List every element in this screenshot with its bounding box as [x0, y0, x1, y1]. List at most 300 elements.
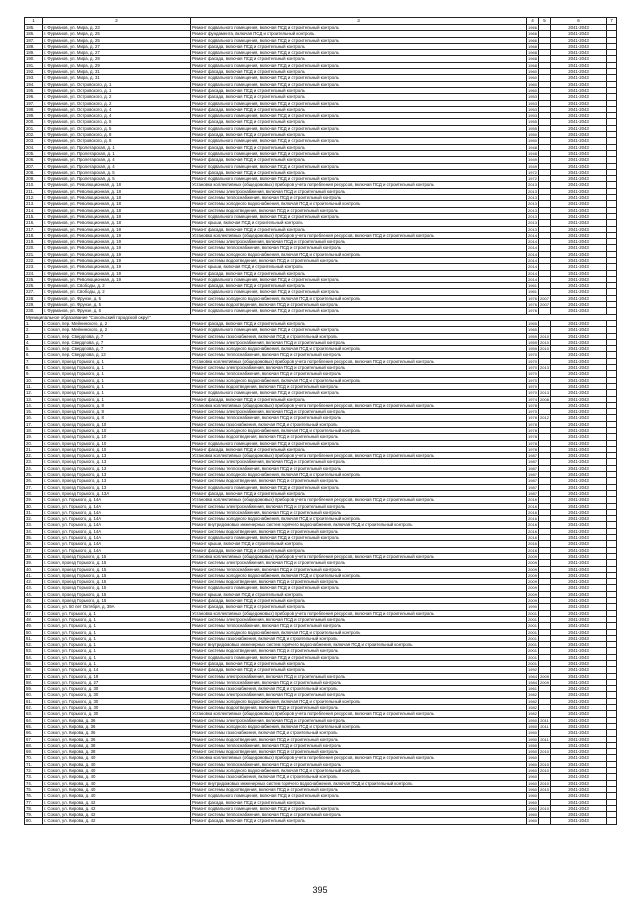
table-row: [25, 232, 617, 238]
address-cell: г. Сокол, проезд Горького, д. 8: [43, 402, 191, 408]
commission-year-cell: 1968: [528, 56, 537, 62]
work-type-cell: Ремонт фасада, включая ПСД и строительный контроль: [191, 270, 527, 276]
address-cell: г. Сокол, пер. Свердлова, д. 7: [43, 339, 191, 345]
planned-period-cell: 2041-2043: [551, 295, 607, 301]
row-number-cell: 60.: [25, 692, 43, 698]
planned-period-cell: 2041-2043: [551, 717, 607, 723]
last-repair-year-cell: 2007: [540, 302, 549, 308]
row-number-cell: 35.: [25, 535, 43, 541]
commission-year-cell: 2016: [528, 541, 537, 547]
row-number-cell: 18.: [25, 428, 43, 434]
work-type-cell: Ремонт системы электроснабжения, включая ПСД и строительный контроль: [191, 188, 527, 194]
commission-year-cell: 2001: [528, 635, 537, 641]
planned-period-cell: 2041-2043: [551, 270, 607, 276]
planned-period-cell: 2041-2043: [551, 497, 607, 503]
work-type-cell: Ремонт системы холодного водоснабжения, включая ПСД и строительный контроль: [191, 472, 527, 478]
planned-period-cell: 2041-2043: [551, 793, 607, 799]
row-number-cell: 203.: [25, 138, 43, 144]
address-cell: г. Сокол, ул. Кирова, д. 40: [43, 774, 191, 780]
planned-period-cell: 2041-2043: [551, 320, 607, 326]
address-cell: г. Сокол, проезд Горького, д. 8: [43, 409, 191, 415]
last-repair-year-cell: [539, 818, 551, 824]
table-row: [25, 188, 617, 194]
row-number-cell: 212.: [25, 195, 43, 201]
work-type-cell: Ремонт подвального помещения, включая ПСД и строительный контроль: [191, 213, 527, 219]
commission-year-cell: 2016: [528, 509, 537, 515]
planned-period-cell: 2041-2043: [551, 629, 607, 635]
address-cell: г. Сокол, проезд Горького, д. 15: [43, 560, 191, 566]
table-row: [25, 201, 617, 207]
work-type-cell: Ремонт системы водоотведения, включая ПСД и строительный контроль: [191, 528, 527, 534]
address-cell: г. Сокол, ул. Кирова, д. 42: [43, 805, 191, 811]
row-number-cell: 201.: [25, 125, 43, 131]
row-number-cell: 194.: [25, 81, 43, 87]
row-number-cell: 2.: [25, 327, 43, 333]
address-cell: г. Фурманов, ул. Революционная, д. 19: [43, 276, 191, 282]
work-type-cell: Ремонт подвального помещения, включая ПСД и строительный контроль: [191, 654, 527, 660]
planned-period-cell: 2041-2043: [551, 119, 607, 125]
address-cell: г. Сокол, ул. Горького, д. 14А: [43, 497, 191, 503]
row-number-cell: 222.: [25, 257, 43, 263]
planned-period-cell: 2041-2043: [551, 283, 607, 289]
address-cell: г. Сокол, ул. Кирова, д. 36: [43, 723, 191, 729]
work-type-cell: Ремонт подвального помещения, включая ПСД и строительный контроль: [191, 163, 527, 169]
work-type-cell: Ремонт подвального помещения, включая ПСД и строительный контроль: [191, 276, 527, 282]
planned-period-cell: 2041-2043: [551, 50, 607, 56]
row-number-cell: 214.: [25, 207, 43, 213]
address-cell: г. Фурманов, ул. Пролетарская, д. 1: [43, 150, 191, 156]
work-type-cell: Ремонт системы газоснабжения, включая ПСД и строительный контроль: [191, 421, 527, 427]
row-number-cell: 217.: [25, 226, 43, 232]
planned-period-cell: 2041-2043: [551, 428, 607, 434]
commission-year-cell: 1992: [528, 667, 537, 673]
planned-period-cell: 2041-2043: [551, 768, 607, 774]
row-number-cell: 24.: [25, 465, 43, 471]
commission-year-cell: 2009: [528, 553, 537, 559]
address-cell: г. Фурманов, ул. Островского, д. 5: [43, 125, 191, 131]
work-type-cell: Ремонт системы водоотведения, включая ПСД и строительный контроль: [191, 302, 527, 308]
address-cell: г. Сокол, ул. Кирова, д. 40: [43, 755, 191, 761]
last-repair-year-cell: 2011: [540, 717, 549, 723]
work-type-cell: Ремонт системы холодного водоснабжения, включая ПСД и строительный контроль: [191, 698, 527, 704]
row-number-cell: 223.: [25, 264, 43, 270]
row-number-cell: 41.: [25, 572, 43, 578]
work-type-cell: Ремонт подвального помещения, включая ПСД и строительный контроль: [191, 75, 527, 81]
last-repair-year-cell: 2010: [540, 761, 549, 767]
planned-period-cell: 2041-2043: [551, 591, 607, 597]
planned-period-cell: 2041-2043: [551, 188, 607, 194]
row-number-cell: 218.: [25, 232, 43, 238]
last-repair-year-cell: 2008: [540, 396, 549, 402]
commission-year-cell: 1960: [528, 805, 537, 811]
work-type-cell: Ремонт системы холодного водоснабжения, включая ПСД и строительный контроль: [191, 768, 527, 774]
planned-period-cell: 2041-2043: [551, 327, 607, 333]
row-number-cell: 64.: [25, 717, 43, 723]
work-type-cell: Ремонт системы газоснабжения, включая ПСД и строительный контроль: [191, 635, 527, 641]
address-cell: г. Фурманов, ул. Революционная, д. 18: [43, 220, 191, 226]
work-type-cell: Ремонт фасада, включая ПСД и строительный контроль: [191, 132, 527, 138]
commission-year-cell: 1960: [528, 768, 537, 774]
work-type-cell: Ремонт фасада, включая ПСД и строительный контроль: [191, 94, 527, 100]
table-row: [25, 182, 617, 188]
address-cell: г. Сокол, ул. Горького, д. 1: [43, 642, 191, 648]
work-type-cell: Ремонт фасада, включая ПСД и строительный контроль: [191, 598, 527, 604]
column-number-cell: 6: [551, 18, 607, 25]
address-cell: г. Сокол, проезд Горького, д. 1: [43, 390, 191, 396]
work-type-cell: Ремонт подвального помещения, включая ПСД и строительный контроль: [191, 805, 527, 811]
row-number-cell: 219.: [25, 239, 43, 245]
work-type-cell: Ремонт системы водоотведения, включая ПСД и строительный контроль: [191, 648, 527, 654]
commission-year-cell: 1978: [528, 428, 537, 433]
commission-year-cell: 1978: [528, 440, 537, 446]
last-repair-year-cell: 2012: [540, 415, 549, 421]
commission-year-cell: 2016: [528, 547, 537, 553]
row-number-cell: 63.: [25, 711, 43, 717]
commission-year-cell: 1959: [528, 333, 537, 339]
address-cell: г. Фурманов, ул. Пролетарская, д. 5: [43, 176, 191, 182]
planned-period-cell: 2041-2043: [551, 812, 607, 818]
address-cell: г. Сокол, проезд Горького, д. 10: [43, 434, 191, 440]
work-type-cell: Ремонт фундамента, включая ПСД и строительный контроль: [191, 31, 527, 37]
commission-year-cell: 2013: [528, 207, 537, 213]
commission-year-cell: 1987: [528, 490, 537, 496]
planned-period-cell: 2041-2043: [551, 365, 607, 371]
last-repair-year-cell: 2007: [540, 295, 549, 301]
planned-period-cell: 2041-2043: [551, 711, 607, 717]
row-number-cell: 27.: [25, 484, 43, 490]
work-type-cell: Ремонт внутридомовых инженерных систем горячего водоснабжения, включая ПСД и строительный контроль: [191, 642, 527, 648]
work-type-cell: Ремонт системы холодного водоснабжения, включая ПСД и строительный контроль: [191, 516, 527, 522]
planned-period-cell: 2041-2043: [551, 75, 607, 81]
address-cell: г. Фурманов, ул. Пролетарская, д. 1: [43, 144, 191, 150]
planned-period-cell: 2041-2043: [551, 598, 607, 604]
work-type-cell: Ремонт системы теплоснабжения, включая ПСД и строительный контроль: [191, 371, 527, 377]
address-cell: г. Фурманов, ул. Революционная, д. 18: [43, 188, 191, 194]
commission-year-cell: 2016: [528, 535, 537, 541]
work-type-cell: Ремонт подвального помещения, включая ПСД и строительный контроль: [191, 585, 527, 591]
address-cell: г. Сокол, ул. Горького, д. 27: [43, 679, 191, 685]
row-number-cell: 20.: [25, 440, 43, 446]
row-number-cell: 12.: [25, 390, 43, 396]
address-cell: г. Сокол, ул. Кирова, д. 36: [43, 730, 191, 736]
address-cell: г. Сокол, проезд Горького, д. 10: [43, 440, 191, 446]
row-number-cell: 55.: [25, 660, 43, 666]
row-number-cell: 74.: [25, 780, 43, 786]
table-row: [25, 150, 617, 156]
address-cell: г. Сокол, проезд Горького, д. 1: [43, 377, 191, 383]
planned-period-cell: 2041-2043: [551, 409, 607, 415]
work-type-cell: Ремонт подвального помещения, включая ПСД и строительный контроль: [191, 150, 527, 156]
row-number-cell: 21.: [25, 446, 43, 452]
planned-period-cell: 2041-2043: [551, 522, 607, 528]
planned-period-cell: 2041-2043: [551, 220, 607, 226]
work-type-cell: Ремонт системы электроснабжения, включая ПСД и строительный контроль: [191, 692, 527, 698]
work-type-cell: Ремонт системы электроснабжения, включая ПСД и строительный контроль: [191, 560, 527, 566]
address-cell: г. Сокол, ул. Кирова, д. 40: [43, 786, 191, 792]
address-cell: г. Сокол, ул. Кирова, д. 42: [43, 812, 191, 818]
last-repair-year-cell: 2011: [540, 736, 549, 742]
row-number-cell: 208.: [25, 169, 43, 175]
row-number-cell: 51.: [25, 635, 43, 641]
work-type-cell: Ремонт системы холодного водоснабжения, включая ПСД и строительный контроль: [191, 201, 527, 207]
planned-period-cell: 2041-2043: [551, 616, 607, 622]
work-type-cell: Ремонт подвального помещения, включая ПСД и строительный контроль: [191, 484, 527, 490]
commission-year-cell: 2013: [528, 220, 537, 226]
last-repair-year-cell: 2013: [540, 390, 549, 396]
planned-period-cell: 2041-2043: [551, 289, 607, 295]
commission-year-cell: 1950: [528, 736, 537, 742]
address-cell: г. Фурманов, ул. Мира, д. 25: [43, 31, 191, 37]
planned-period-cell: 2041-2043: [551, 138, 607, 144]
work-type-cell: Ремонт системы теплоснабжения, включая ПСД и строительный контроль: [191, 742, 527, 748]
row-number-cell: 28.: [25, 490, 43, 496]
work-type-cell: Ремонт крыши, включая ПСД и строительный контроль: [191, 541, 527, 547]
work-type-cell: Ремонт системы газоснабжения, включая ПСД и строительный контроль: [191, 774, 527, 780]
address-cell: г. Сокол, проезд Горького, д. 1: [43, 383, 191, 389]
planned-period-cell: 2041-2043: [551, 648, 607, 654]
planned-period-cell: 2041-2043: [551, 251, 607, 257]
address-cell: г. Сокол, проезд Горького, д. 15: [43, 591, 191, 597]
commission-year-cell: 1960: [528, 780, 537, 786]
planned-period-cell: 2041-2043: [551, 62, 607, 68]
work-type-cell: Ремонт фасада, включая ПСД и строительный контроль: [191, 56, 527, 62]
commission-year-cell: 1960: [528, 75, 537, 81]
work-type-cell: Ремонт системы электроснабжения, включая ПСД и строительный контроль: [191, 459, 527, 465]
address-cell: г. Сокол, ул. Горького, д. 30: [43, 698, 191, 704]
row-number-cell: 59.: [25, 686, 43, 692]
last-repair-year-cell: 2010: [540, 768, 549, 774]
address-cell: г. Фурманов, ул. Революционная, д. 19: [43, 257, 191, 263]
work-type-cell: Ремонт системы электроснабжения, включая ПСД и строительный контроль: [191, 239, 527, 245]
planned-period-cell: 2041-2043: [551, 390, 607, 396]
work-type-cell: Ремонт системы теплоснабжения, включая ПСД и строительный контроль: [191, 566, 527, 572]
address-cell: г. Сокол, проезд Горького, д. 13: [43, 484, 191, 490]
commission-year-cell: 1950: [528, 132, 537, 138]
planned-period-cell: 2041-2043: [551, 69, 607, 75]
work-type-cell: Установка коллективных (общедомовых) приборов учета потребления ресурсов, включая ПСД и строительный контроль: [191, 553, 527, 559]
work-type-cell: Ремонт системы водоотведения, включая ПСД и строительный контроль: [191, 579, 527, 585]
address-cell: г. Фурманов, ул. Мира, д. 29: [43, 56, 191, 62]
address-cell: г. Сокол, ул. Кирова, д. 40: [43, 768, 191, 774]
planned-period-cell: 2041-2043: [551, 195, 607, 201]
commission-year-cell: 1984: [528, 679, 537, 685]
work-type-cell: Ремонт системы водоотведения, включая ПСД и строительный контроль: [191, 478, 527, 484]
work-type-cell: Установка коллективных (общедомовых) приборов учета потребления ресурсов, включая ПСД и строительный контроль: [191, 497, 527, 503]
planned-period-cell: 2041-2043: [551, 346, 607, 352]
planned-period-cell: 2041-2043: [551, 579, 607, 585]
commission-year-cell: 1961: [528, 289, 537, 295]
planned-period-cell: 2041-2043: [551, 308, 607, 314]
commission-year-cell: 1987: [528, 459, 537, 465]
work-type-cell: Ремонт крыши, включая ПСД и строительный контроль: [191, 591, 527, 597]
address-cell: г. Фурманов, ул. Мира, д. 23: [43, 25, 191, 31]
row-number-cell: 198.: [25, 106, 43, 112]
commission-year-cell: 1950: [528, 717, 537, 723]
row-number-cell: 25.: [25, 472, 43, 478]
planned-period-cell: 2041-2043: [551, 87, 607, 93]
planned-period-cell: 2041-2043: [551, 201, 607, 207]
commission-year-cell: 2001: [528, 654, 537, 660]
row-number-cell: 188.: [25, 43, 43, 49]
planned-period-cell: 2041-2043: [551, 182, 607, 188]
row-number-cell: 213.: [25, 201, 43, 207]
work-type-cell: Ремонт подвального помещения, включая ПСД и строительный контроль: [191, 37, 527, 43]
commission-year-cell: 1970: [528, 390, 537, 396]
planned-period-cell: 2041-2043: [551, 786, 607, 792]
commission-year-cell: 1972: [528, 176, 537, 182]
row-number-cell: 224.: [25, 270, 43, 276]
work-type-cell: Ремонт системы водоотведения, включая ПСД и строительный контроль: [191, 705, 527, 711]
commission-year-cell: 2009: [528, 566, 537, 572]
address-cell: г. Фурманов, ул. Революционная, д. 18: [43, 201, 191, 207]
planned-period-cell: 2041-2043: [551, 56, 607, 62]
work-type-cell: Ремонт системы холодного водоснабжения, включая ПСД и строительный контроль: [191, 428, 527, 434]
table-row: [25, 239, 617, 245]
planned-period-cell: 2041-2043: [551, 377, 607, 383]
row-number-cell: 186.: [25, 31, 43, 37]
row-number-cell: 65.: [25, 723, 43, 729]
row-number-cell: 189.: [25, 50, 43, 56]
address-cell: г. Сокол, проезд Горького, д. 15: [43, 553, 191, 559]
work-type-cell: Ремонт подвального помещения, включая ПСД и строительный контроль: [191, 308, 527, 314]
planned-period-cell: 2041-2043: [551, 415, 607, 421]
commission-year-cell: 1978: [528, 415, 537, 421]
row-number-cell: 11.: [25, 383, 43, 389]
address-cell: г. Сокол, ул. Горького, д. 14А: [43, 541, 191, 547]
row-number-cell: 23.: [25, 459, 43, 465]
planned-period-cell: 2041-2043: [551, 585, 607, 591]
address-cell: г. Сокол, проезд Горького, д. 13: [43, 478, 191, 484]
commission-year-cell: 2013: [528, 188, 537, 194]
address-cell: г. Фурманов, ул. Революционная, д. 18: [43, 213, 191, 219]
work-type-cell: Ремонт системы холодного водоснабжения, включая ПСД и строительный контроль: [191, 629, 527, 635]
empty-cell: [607, 818, 617, 824]
commission-year-cell: 2014: [528, 239, 537, 245]
work-type-cell: Ремонт фасада, включая ПСД и строительный контроль: [191, 87, 527, 93]
row-number-cell: 67.: [25, 736, 43, 742]
commission-year-cell: 2016: [528, 522, 537, 528]
work-type-cell: Установка коллективных (общедомовых) приборов учета потребления ресурсов, включая ПСД и строительный контроль: [191, 402, 527, 408]
planned-period-cell: 2041-2043: [551, 440, 607, 446]
row-number-cell: 52.: [25, 642, 43, 648]
planned-period-cell: 2041-2043: [551, 106, 607, 112]
row-number-cell: 44.: [25, 591, 43, 597]
address-cell: г. Фурманов, ул. Островского, д. 4: [43, 113, 191, 119]
header-row: [25, 18, 617, 25]
commission-year-cell: 2014: [528, 276, 537, 282]
work-type-cell: Ремонт подвального помещения, включая ПСД и строительный контроль: [191, 138, 527, 144]
commission-year-cell: 2001: [528, 648, 537, 654]
work-type-cell: Ремонт фасада, включая ПСД и строительный контроль: [191, 226, 527, 232]
commission-year-cell: 1960: [528, 755, 537, 761]
table-row: [25, 251, 617, 257]
commission-year-cell: 1953: [528, 100, 537, 106]
commission-year-cell: 2009: [528, 579, 537, 585]
row-number-cell: 69.: [25, 749, 43, 755]
row-number-cell: 70.: [25, 755, 43, 761]
planned-period-cell: 2041-2043: [551, 667, 607, 673]
work-type-cell: Ремонт крыши, включая ПСД и строительный контроль: [191, 264, 527, 270]
row-number-cell: 191.: [25, 62, 43, 68]
table-row: [25, 176, 617, 182]
work-type-cell: Ремонт системы холодного водоснабжения, включая ПСД и строительный контроль: [191, 377, 527, 383]
planned-period-cell: 2041-2043: [551, 358, 607, 364]
work-type-cell: Ремонт системы теплоснабжения, включая ПСД и строительный контроль: [191, 465, 527, 471]
row-number-cell: 61.: [25, 698, 43, 704]
work-type-cell: Ремонт фасада, включая ПСД и строительный контроль: [191, 169, 527, 175]
commission-year-cell: 1976: [528, 308, 537, 314]
address-cell: г. Фурманов, ул. Пролетарская, д. 4: [43, 163, 191, 169]
work-type-cell: Ремонт фасада, включая ПСД и строительный контроль: [191, 43, 527, 49]
planned-period-cell: 2041-2043: [551, 43, 607, 49]
row-number-cell: 227.: [25, 289, 43, 295]
address-cell: г. Фурманов, ул. Свободы, д. 2: [43, 283, 191, 289]
address-cell: г. Фурманов, ул. Фрунзе, д. 5: [43, 302, 191, 308]
planned-period-cell: 2041-2043: [551, 396, 607, 402]
row-number-cell: 230.: [25, 308, 43, 314]
work-type-cell: Ремонт системы теплоснабжения, включая ПСД и строительный контроль: [191, 245, 527, 251]
planned-period-cell: 2041-2043: [551, 25, 607, 31]
address-cell: г. Сокол, ул. Горького, д. 30: [43, 692, 191, 698]
commission-year-cell: 1950: [528, 730, 537, 736]
planned-period-cell: 2041-2043: [551, 541, 607, 547]
address-cell: г. Сокол, проезд Горького, д. 1: [43, 371, 191, 377]
address-cell: г. Фурманов, ул. Революционная, д. 18: [43, 207, 191, 213]
address-cell: г. Фурманов, ул. Революционная, д. 19: [43, 251, 191, 257]
work-type-cell: Ремонт системы теплоснабжения, включая ПСД и строительный контроль: [191, 415, 527, 421]
planned-period-cell: 2041-2043: [551, 94, 607, 100]
row-number-cell: 57.: [25, 673, 43, 679]
commission-year-cell: 1978: [528, 402, 537, 408]
address-cell: г. Сокол, проезд Горького, д. 13А: [43, 490, 191, 496]
address-cell: г. Сокол, ул. Горького, д. 14А: [43, 547, 191, 553]
work-type-cell: Ремонт фасада, включая ПСД и строительный контроль: [191, 818, 527, 824]
address-cell: г. Фурманов, ул. Революционная, д. 19: [43, 264, 191, 270]
work-type-cell: Ремонт фасада, включая ПСД и строительный контроль: [191, 283, 527, 289]
work-type-cell: Ремонт крыши, включая ПСД и строительный контроль: [191, 220, 527, 226]
work-type-cell: Ремонт фасада, включая ПСД и строительный контроль: [191, 119, 527, 125]
planned-period-cell: 2041-2043: [551, 125, 607, 131]
address-cell: г. Фурманов, ул. Островского, д. 2: [43, 94, 191, 100]
address-cell: г. Сокол, проезд Горького, д. 8: [43, 415, 191, 421]
row-number-cell: 56.: [25, 667, 43, 673]
commission-year-cell: 1960: [528, 786, 537, 792]
work-type-cell: Ремонт подвального помещения, включая ПСД и строительный контроль: [191, 327, 527, 333]
work-type-cell: Ремонт системы водоотведения, включая ПСД и строительный контроль: [191, 257, 527, 263]
row-number-cell: 6.: [25, 352, 43, 358]
address-cell: г. Сокол, ул. Кирова, д. 40: [43, 793, 191, 799]
row-number-cell: 34.: [25, 528, 43, 534]
commission-year-cell: 1960: [528, 69, 537, 75]
commission-year-cell: 2001: [528, 623, 537, 629]
last-repair-year-cell: 2013: [540, 365, 549, 371]
planned-period-cell: 2041-2043: [551, 163, 607, 169]
planned-period-cell: 2041-2043: [551, 818, 607, 824]
address-cell: г. Сокол, ул. Кирова, д. 42: [43, 799, 191, 805]
work-type-cell: Ремонт системы водоотведения, включая ПСД и строительный контроль: [191, 749, 527, 755]
planned-period-cell: 2041-2043: [551, 383, 607, 389]
planned-period-cell: 2041-2043: [551, 560, 607, 566]
address-cell: г. Фурманов, ул. Островского, д. 5: [43, 119, 191, 125]
row-number-cell: 215.: [25, 213, 43, 219]
commission-year-cell: 1960: [528, 799, 537, 805]
row-number-cell: 31.: [25, 509, 43, 515]
work-type-cell: Ремонт фасада, включая ПСД и строительный контроль: [191, 490, 527, 496]
commission-year-cell: 1961: [528, 283, 537, 289]
work-type-cell: Ремонт подвального помещения, включая ПСД и строительный контроль: [191, 289, 527, 295]
row-number-cell: 58.: [25, 679, 43, 685]
address-cell: г. Сокол, ул. Кирова, д. 36: [43, 736, 191, 742]
